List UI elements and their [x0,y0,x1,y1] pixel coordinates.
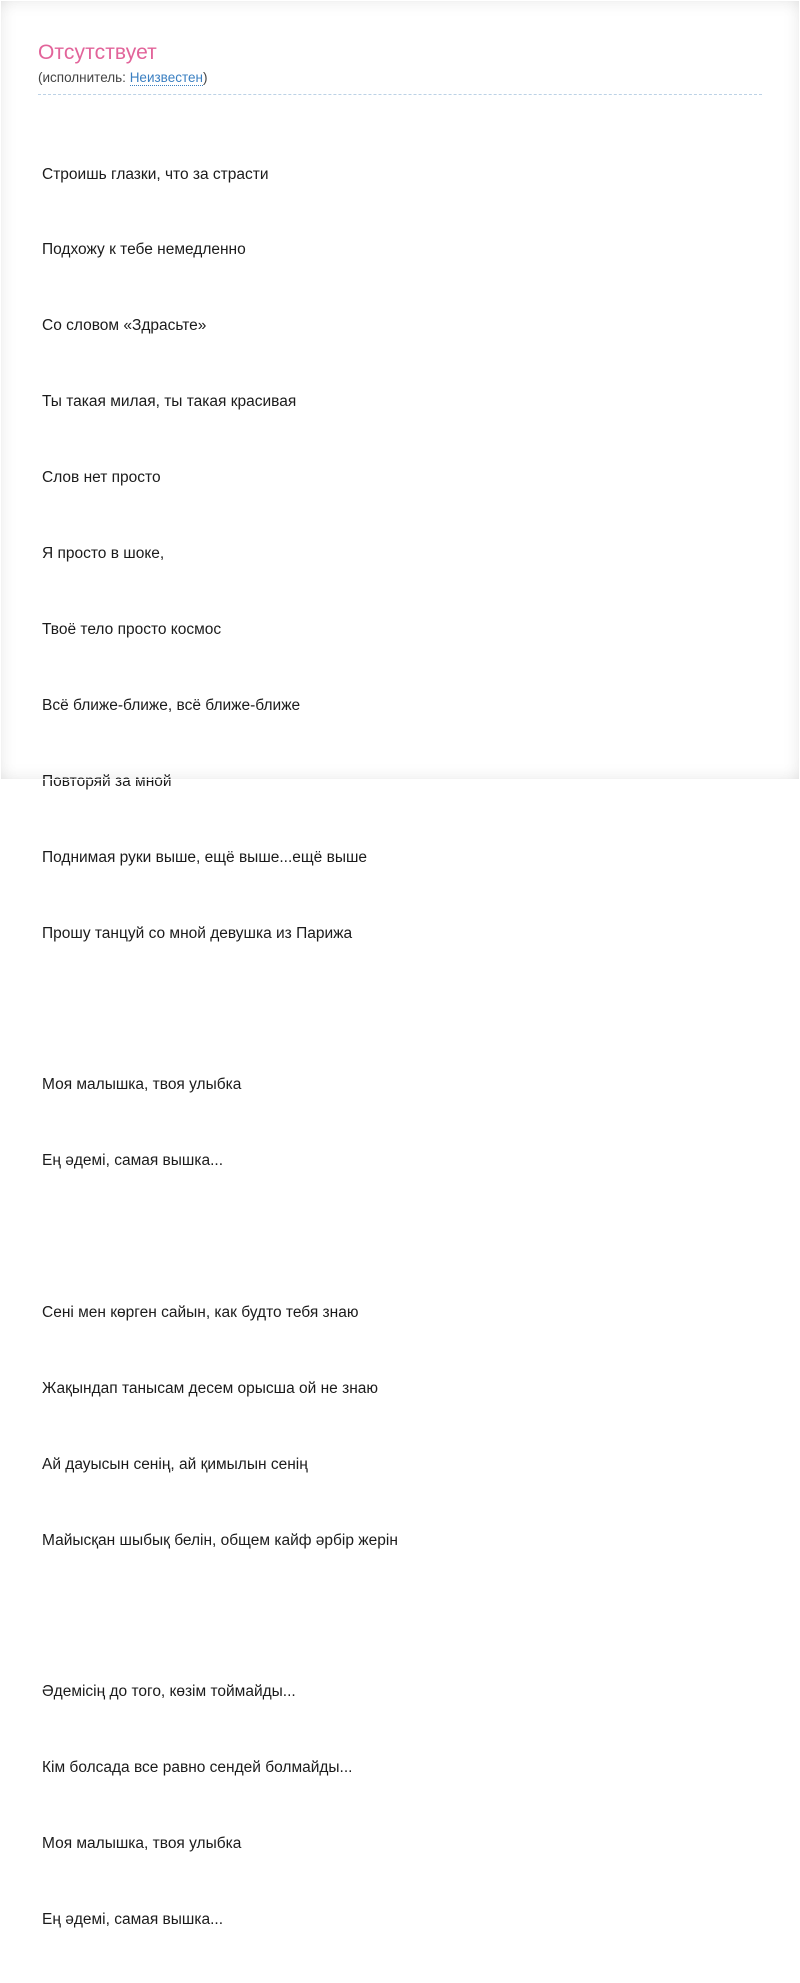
artist-prefix-label: (исполнитель: [38,70,130,85]
lyric-line: Строишь глазки, что за страсти [42,165,269,183]
lyric-line: Твоё тело просто космос [42,620,222,638]
lyric-line: Со словом «Здрасьте» [42,317,207,335]
lyric-line: Ең әдемі, самая вышка... [42,1911,224,1929]
lyric-line: Сені мен көрген сайын, как будто тебя знаю [42,1303,359,1321]
artist-link[interactable]: Неизвестен [129,70,203,85]
lyric-line: Слов нет просто [42,469,161,487]
lyric-line: Майысқан шыбық белін, общем кайф әрбір жерін [42,1531,398,1549]
lyric-line-blank [42,996,762,1021]
lyric-line-blank [42,1224,762,1249]
lyric-line: Прошу танцуй со мной девушка из Парижа [42,924,353,942]
lyric-line: Кім болсада все равно сендей болмайды... [42,1759,353,1777]
lyric-line: Ай дауысын сенің, ай қимылын сенің [42,1455,308,1473]
lyric-line: Подхожу к тебе немедленно [42,241,246,259]
lyric-line-blank [42,1604,762,1629]
lyric-line: Всё ближе-ближе, всё ближе-ближе [42,696,301,714]
artist-line [38,70,762,95]
artist-suffix-label: ) [202,70,208,85]
lyrics-body [38,111,762,1983]
lyric-line: Моя малышка, твоя улыбка [42,1835,242,1853]
lyric-line: Ең әдемі, самая вышка... [42,1152,224,1170]
lyric-line: Повторяй за мной [42,772,172,790]
page-title: Отсутствует [38,41,157,64]
lyric-line: Моя малышка, твоя улыбка [42,1076,242,1094]
lyric-line: Поднимая руки выше, ещё выше...ещё выше [42,848,368,866]
lyric-line: Я просто в шоке, [42,545,165,563]
lyric-line: Әдемісің до того, көзім тоймайды... [42,1683,296,1701]
lyric-line: Жақындап танысам десем орысша ой не знаю [42,1379,379,1397]
lyric-line: Ты такая милая, ты такая красивая [42,393,297,411]
